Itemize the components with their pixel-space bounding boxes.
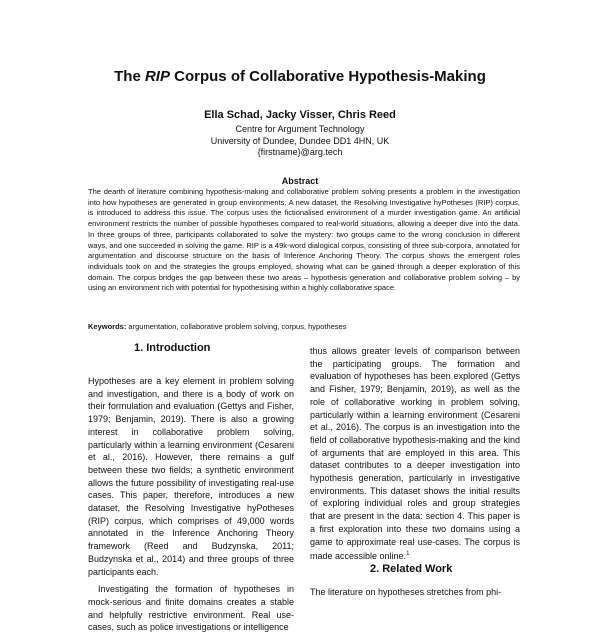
keywords-label: Keywords: (88, 322, 127, 331)
affiliation-line-2: University of Dundee, Dundee DD1 4HN, UK (210, 135, 390, 146)
affiliation (0, 124, 600, 159)
intro-paragraph-1: Hypotheses are a key element in problem solving and investigation, and there is a body of work on their formulation and evaluation (Gettys and Fisher, 1979; Benjamin, 2019). There is also a growing interest in collaborative problem solving, particularly within a learning environment (Cesareni et al., 2016). However, there remains a gulf between these two fields; a synthetic environment allows the future possibility of investigating real-use cases. This paper, therefore, introduces a new dataset, the Resolving Investigative hyPotheses (RIP) corpus, which comprises of 49,000 words annotated in the Inference Anchoring Theory framework (Reed and Budzynska, 2011; Budzynska et al., 2014) and three groups of three participants each. (88, 376, 294, 577)
intro-heading: 1. Introduction (134, 342, 211, 354)
authors: Ella Schad, Jacky Visser, Chris Reed (204, 109, 396, 121)
email: {firstname}@arg.tech (257, 147, 343, 157)
title-rip: RIP (144, 68, 170, 85)
intro-paragraph-2: Investigating the formation of hypotheses in mock-serious and finite domains creates a stable and helpfully restrictive environment. Real use-cases, such as police investigations or intelligence (88, 584, 294, 633)
abstract-heading: Abstract (281, 176, 319, 186)
paper-title: The RIP Corpus of Collaborative Hypothesis-Making (114, 68, 486, 85)
keywords-text: argumentation, collaborative problem solving, corpus, hypotheses (126, 322, 347, 331)
footnote-mark: 1 (406, 551, 410, 558)
keywords (88, 322, 528, 331)
related-paragraph: The literature on hypotheses stretches from phi- (310, 587, 502, 597)
right-column (310, 345, 520, 563)
right-paragraph-1: thus allows greater levels of comparison between the participating groups. The formation and evaluation of hypotheses has been explored (Gettys and Fisher, 1979; Benjamin, 2019), as well as the role of collaborative working in problem solving, particularly within a learning environment (Cesareni et al., 2016). The corpus is an investigation into the field of collaborative hypothesis-making and the kind of arguments that are employed in this area. This dataset contributes to a deeper investigation into hypothesis generation, particularly in investigative environments. This dataset shows the initial results of exploring individual roles and group strategies that are present in the data: section 4. This paper is a first exploration into these two domains using a game to approximate real use-cases. The corpus is made accessible online.$^1$ (310, 346, 520, 562)
related-work-heading: 2. Related Work (370, 563, 453, 575)
abstract-text: The dearth of literature combining hypothesis-making and collaborative problem solving presents a problem in the investigation into how hypotheses are generated in group environments. A new dataset, the Resolving Investigative hyPotheses (RIP) corpus, is introduced to address this issue. The corpus uses the fictionalised environment of a murder investigation game. An artificial environment restricts the number of possible hypotheses compared to real-world situations, allowing a deeper dive into the data. In three groups of three, participants collaborated to solve the mystery: two groups came to the wrong conclusion in different ways, and one succeeded in solving the game. RIP is a 49k-word dialogical corpus, consisting of three sub-corpora, annotated for argumentation and discourse structure on the basis of Inference Anchoring Theory. The corpus shows the emergent roles individuals took on and the strategies the groups employed, showing what can be gained through a deeper exploration of this domain. The corpus bridges the gap between these two areas – hypothesis generation and collaborative problem solving – by using an environment rich with potential for hypothesising within a highly collaborative space. (88, 187, 520, 293)
affiliation-line-1: Centre for Argument Technology (235, 124, 365, 134)
left-column (88, 375, 294, 634)
